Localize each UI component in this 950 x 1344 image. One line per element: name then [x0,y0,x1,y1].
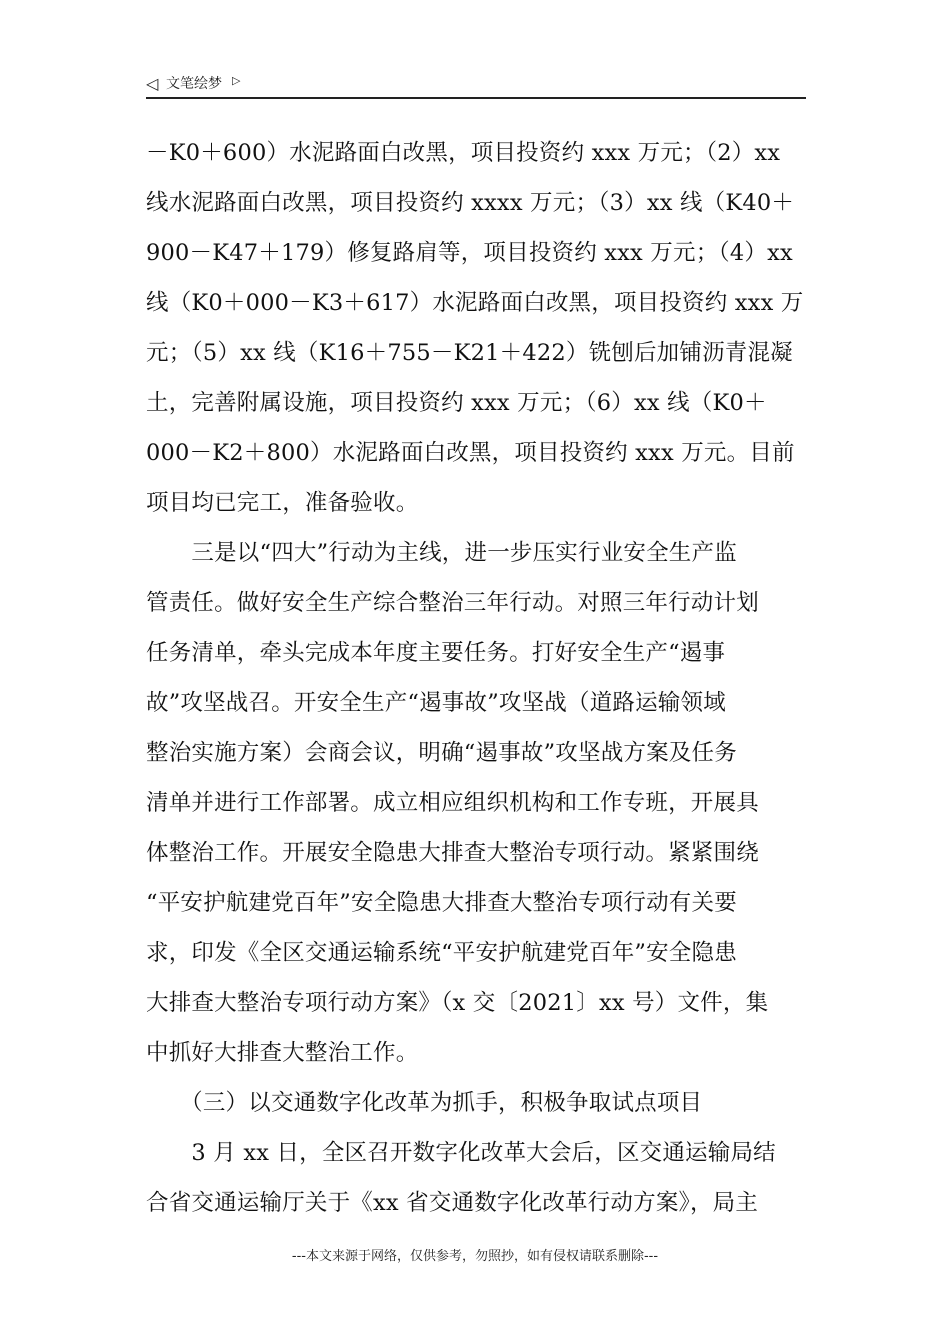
text-line: 清单并进行工作部署。成立相应组织机构和工作专班，开展具 [146,790,759,816]
text-line: 3 月 xx 日，全区召开数字化改革大会后，区交通运输局结 [146,1140,776,1166]
text-line: 管责任。做好安全生产综合整治三年行动。对照三年行动计划 [146,590,759,616]
triangle-left-icon: ◁ [146,74,159,93]
text-line: 体整治工作。开展安全隐患大排查大整治专项行动。紧紧围绕 [146,840,759,866]
text-line: 项目均已完工，准备验收。 [146,490,419,516]
text-line: －K0＋600）水泥路面白改黑，项目投资约 xxx 万元；（2）xx [146,140,781,166]
text-line: 线（K0＋000－K3＋617）水泥路面白改黑，项目投资约 xxx 万 [146,290,804,316]
header-divider [146,97,806,99]
page-header [146,72,806,98]
text-line: 元；（5）xx 线（K16＋755－K21＋422）铣刨后加铺沥青混凝 [146,340,793,366]
text-line: “平安护航建党百年”安全隐患大排查大整治专项行动有关要 [146,890,737,916]
text-line: 900－K47＋179）修复路肩等，项目投资约 xxx 万元；（4）xx [146,240,793,266]
text-line: 大排查大整治专项行动方案》（x 交〔2021〕xx 号）文件，集 [146,990,769,1016]
text-line: 合省交通运输厅关于《xx 省交通数字化改革行动方案》，局主 [146,1190,759,1216]
triangle-right-icon: ▷ [232,74,241,87]
text-line: 故”攻坚战召。开安全生产“遏事故”攻坚战（道路运输领域 [146,690,726,716]
section-heading: （三）以交通数字化改革为抓手，积极争取试点项目 [146,1090,703,1116]
text-line: 土，完善附属设施，项目投资约 xxx 万元；（6）xx 线（K0＋ [146,390,767,416]
text-line: 三是以“四大”行动为主线，进一步压实行业安全生产监 [146,540,737,566]
footer-disclaimer: ---本文来源于网络，仅供参考，勿照抄，如有侵权请联系删除--- [291,1249,659,1264]
text-line: 求，印发《全区交通运输系统“平安护航建党百年”安全隐患 [146,940,737,966]
text-line: 中抓好大排查大整治工作。 [146,1040,419,1066]
document-body [146,128,806,1228]
text-line: 000－K2＋800）水泥路面白改黑，项目投资约 xxx 万元。目前 [146,440,795,466]
text-line: 整治实施方案）会商会议，明确“遏事故”攻坚战方案及任务 [146,740,737,766]
brand-name: 文笔绘梦 [166,76,222,92]
text-line: 任务清单，牵头完成本年度主要任务。打好安全生产“遏事 [146,640,726,666]
text-line: 线水泥路面白改黑，项目投资约 xxxx 万元；（3）xx 线（K40＋ [146,190,795,216]
